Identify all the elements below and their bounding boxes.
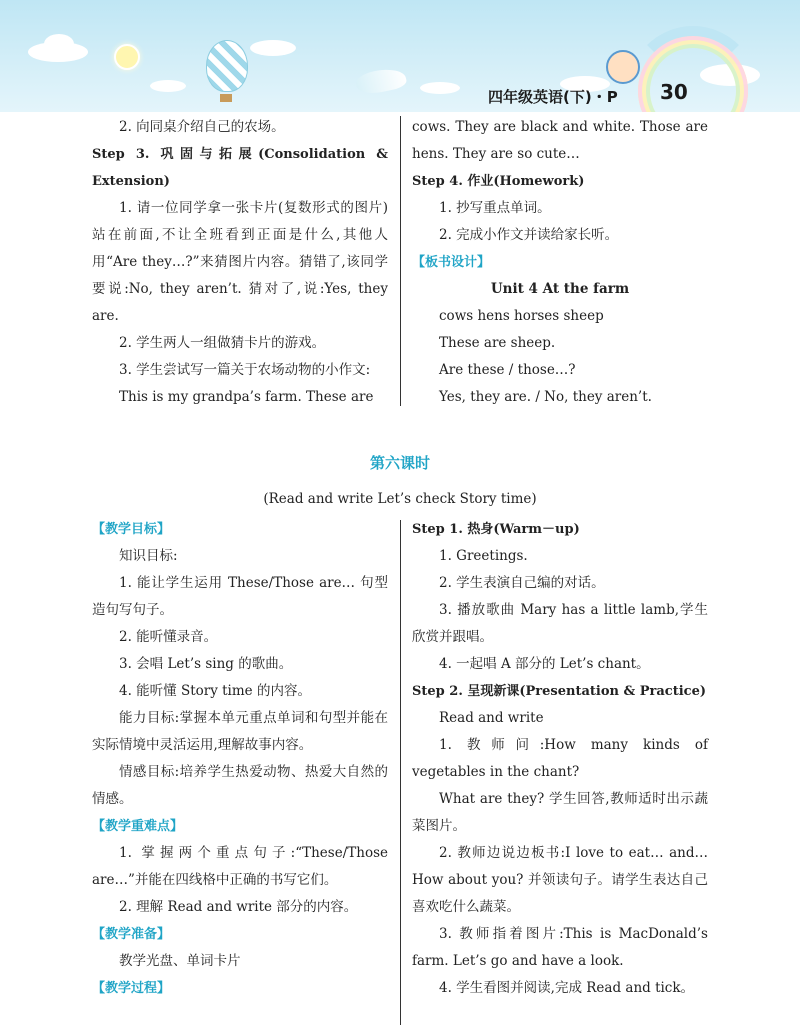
paragraph: 1. 教师问:How many kinds of vegetables in the chant? (412, 737, 708, 780)
paragraph: 4. 一起唱 A 部分的 Let’s chant。 (439, 656, 650, 672)
paragraph: 1. 掌握两个重点句子:“These/Those are…”并能在四线格中正确的书写它们。 (92, 845, 388, 888)
bottom-right-column (412, 516, 708, 1002)
paragraph: What are they? 学生回答,教师适时出示蔬菜图片。 (412, 791, 708, 834)
section-tag: 【教学准备】 (92, 927, 171, 942)
rainbow-icon (628, 26, 758, 112)
step-heading: Step 1. 热身(Warm－up) (412, 522, 580, 537)
lesson-subtitle: (Read and write Let’s check Story time) (263, 491, 537, 507)
paragraph: 3. 学生尝试写一篇关于农场动物的小作文: (119, 362, 371, 378)
paragraph: 1. 能让学生运用 These/Those are… 句型造句写句子。 (92, 575, 388, 618)
bottom-left-column (92, 516, 388, 1002)
section-tag: 【教学过程】 (92, 981, 171, 996)
balloon-basket-icon (220, 94, 232, 102)
paragraph: 能力目标:掌握本单元重点单词和句型并能在实际情境中灵活运用,理解故事内容。 (92, 710, 388, 753)
paragraph: 2. 理解 Read and write 部分的内容。 (119, 899, 358, 915)
section-tag: 【教学重难点】 (92, 819, 184, 834)
sun-icon (114, 44, 140, 70)
cloud-decoration (150, 80, 186, 92)
paragraph: 1. 抄写重点单词。 (439, 200, 551, 216)
paragraph: 2. 学生表演自己编的对话。 (439, 575, 605, 591)
column-divider (400, 116, 401, 406)
book-title: 四年级英语(下)・P (488, 88, 618, 106)
paragraph: 教学光盘、单词卡片 (119, 953, 241, 969)
paragraph: 情感目标:培养学生热爱动物、热爱大自然的情感。 (92, 764, 388, 807)
cloud-decoration (44, 34, 74, 54)
glider-icon (354, 65, 407, 97)
paragraph: 3. 教师指着图片:This is MacDonald’s farm. Let’s go and have a look. (412, 926, 708, 969)
paragraph: 4. 学生看图并阅读,完成 Read and tick。 (439, 980, 695, 996)
page-number: 30 (660, 80, 688, 104)
board-title: Unit 4 At the farm (490, 281, 630, 297)
lesson-title: 第六课时 (369, 454, 430, 472)
paragraph: 4. 能听懂 Story time 的内容。 (119, 683, 311, 699)
paragraph: 2. 学生两人一组做猜卡片的游戏。 (119, 335, 326, 351)
paragraph: Are these / those…? (439, 362, 576, 378)
section-tag: 【板书设计】 (412, 255, 491, 270)
paragraph: 3. 会唱 Let’s sing 的歌曲。 (119, 656, 293, 672)
paragraph: cows hens horses sheep (439, 308, 604, 324)
step-heading: Step 3. 巩固与拓展(Consolidation & Extension) (92, 147, 388, 189)
paragraph: 1. 请一位同学拿一张卡片(复数形式的图片)站在前面,不让全班看到正面是什么,其他人用“Are they…?”来猜图片内容。猜错了,该同学要说:No, they aren’t. 猜对了,说:Yes, they are. (92, 200, 388, 324)
cloud-decoration (250, 40, 296, 56)
column-divider (400, 520, 401, 1025)
paragraph: This is my grandpa’s farm. These are (119, 389, 374, 405)
page-header (0, 0, 800, 112)
top-left-column (92, 114, 388, 411)
section-tag: 【教学目标】 (92, 522, 171, 537)
paragraph: 2. 能听懂录音。 (119, 629, 218, 645)
top-right-column (412, 114, 708, 411)
paragraph: Yes, they are. / No, they aren’t. (439, 389, 652, 405)
paragraph: 2. 完成小作文并读给家长听。 (439, 227, 619, 243)
paragraph: 2. 向同桌介绍自己的农场。 (119, 119, 285, 135)
cloud-decoration (420, 82, 460, 94)
paragraph: cows. They are black and white. Those are hens. They are so cute… (412, 119, 708, 162)
step-heading: Step 4. 作业(Homework) (412, 174, 585, 189)
step-heading: Step 2. 呈现新课(Presentation & Practice) (412, 684, 706, 699)
paragraph: 1. Greetings. (439, 548, 528, 564)
paragraph: 知识目标: (119, 548, 178, 564)
paragraph: 2. 教师边说边板书:I love to eat… and… How about you? 并领读句子。请学生表达自己喜欢吃什么蔬菜。 (412, 845, 708, 915)
paragraph: These are sheep. (439, 335, 556, 351)
child-with-telescope-icon (606, 50, 640, 84)
hot-air-balloon-icon (206, 40, 248, 92)
paragraph: Read and write (439, 710, 544, 726)
paragraph: 3. 播放歌曲 Mary has a little lamb,学生欣赏并跟唱。 (412, 602, 708, 645)
